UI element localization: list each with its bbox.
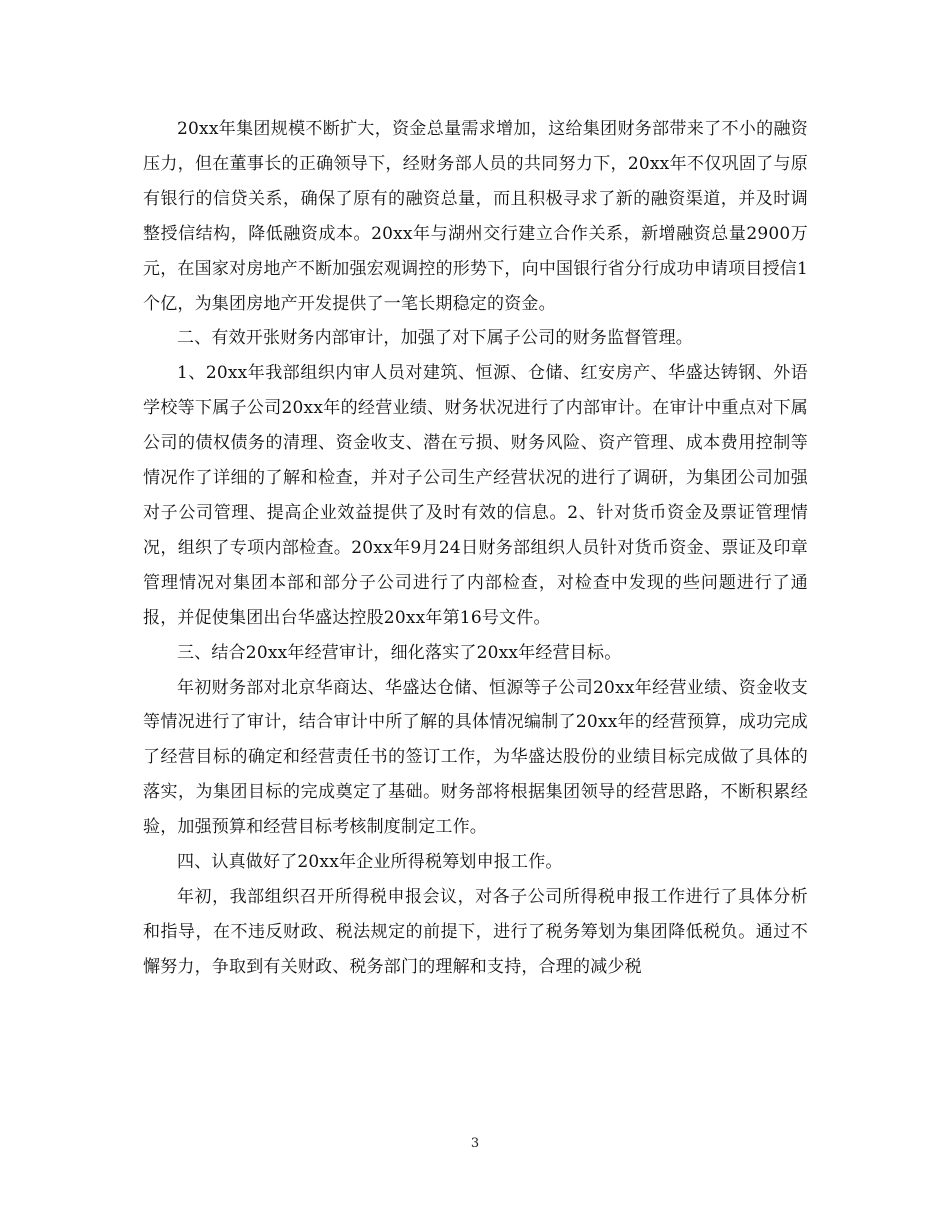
document-body <box>143 112 808 985</box>
page-number: 3 <box>470 1136 480 1151</box>
heading-operating-targets: 三、结合20xx年经营审计，细化落实了20xx年经营目标。 <box>177 642 622 663</box>
paragraph-income-tax: 年初，我部组织召开所得税申报会议，对各子公司所得税申报工作进行了具体分析和指导，在不违反财政、税法规定的前提下，进行了税务筹划为集团降低税负。通过不懈努力，争取到有关财政、税务部门的理解和支持，合理的减少税 <box>143 886 808 977</box>
heading-internal-audit: 二、有效开张财务内部审计，加强了对下属子公司的财务监督管理。 <box>177 328 693 349</box>
paragraph-internal-audit: 1、20xx年我部组织内审人员对建筑、恒源、仓储、红安房产、华盛达铸钢、外语学校等下属子公司20xx年的经营业绩、财务状况进行了内部审计。在审计中重点对下属公司的债权债务的清理、资金收支、潜在亏损、财务风险、资产管理、成本费用控制等情况作了详细的了解和检查，并对子公司生产经营状况的进行了调研，为集团公司加强对子公司管理、提高企业效益提供了及时有效的信息。2、针对货币资金及票证管理情况，组织了专项内部检查。20xx年9月24日财务部组织人员针对货币资金、票证及印章管理情况对集团本部和部分子公司进行了内部检查，对检查中发现的些问题进行了通报，并促使集团出台华盛达控股20xx年第16号文件。 <box>143 363 808 628</box>
heading-income-tax: 四、认真做好了20xx年企业所得税筹划申报工作。 <box>177 852 563 873</box>
paragraph-operating-targets: 年初财务部对北京华商达、华盛达仓储、恒源等子公司20xx年经营业绩、资金收支等情况进行了审计，结合审计中所了解的具体情况编制了20xx年的经营预算，成功完成了经营目标的确定和经营责任书的签订工作，为华盛达股份的业绩目标完成做了具体的落实，为集团目标的完成奠定了基础。财务部将根据集团领导的经营思路，不断积累经验，加强预算和经营目标考核制度制定工作。 <box>143 677 808 838</box>
paragraph-financing: 20xx年集团规模不断扩大，资金总量需求增加，这给集团财务部带来了不小的融资压力，但在董事长的正确领导下，经财务部人员的共同努力下，20xx年不仅巩固了与原有银行的信贷关系，确保了原有的融资总量，而且积极寻求了新的融资渠道，并及时调整授信结构，降低融资成本。20xx年与湖州交行建立合作关系，新增融资总量2900万元，在国家对房地产不断加强宏观调控的形势下，向中国银行省分行成功申请项目授信1个亿，为集团房地产开发提供了一笔长期稳定的资金。 <box>143 119 808 314</box>
